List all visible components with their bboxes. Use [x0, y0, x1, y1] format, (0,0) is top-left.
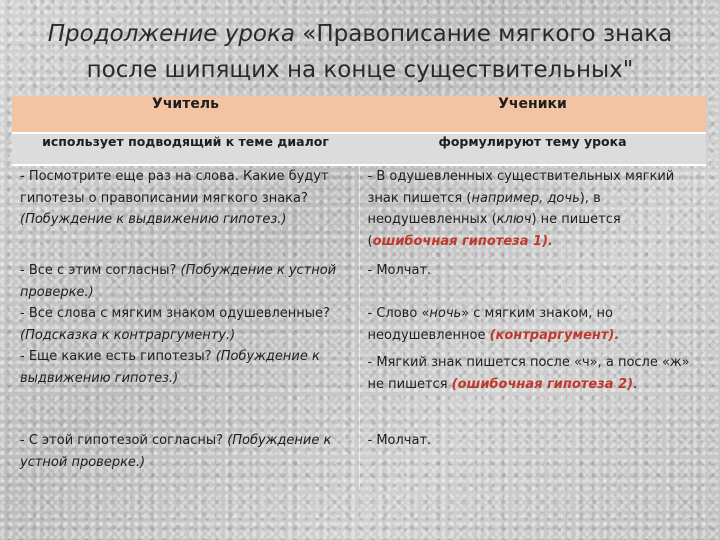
example-words: например, дочь	[471, 190, 580, 206]
teacher-text: - Все слова с мягким знаком одушевленные?	[20, 306, 330, 321]
students-text: - В одушевленных существительных мягкий знак пишется (	[367, 169, 675, 206]
example-word: ключ	[496, 212, 532, 227]
students-text: » с мягким знаком, но неодушевленное	[367, 306, 613, 343]
table-row	[12, 430, 706, 490]
subheader-row	[12, 133, 706, 165]
hypothesis-note: (ошибочная гипотеза 2)	[451, 376, 634, 392]
teacher-hint: (Побуждение к выдвижению гипотез.)	[20, 349, 320, 386]
lesson-table	[12, 96, 706, 490]
title-line-1	[0, 16, 720, 52]
header-students: Ученики	[359, 96, 706, 133]
subheader-teacher: использует подводящий к теме диалог	[12, 133, 359, 165]
teacher-text: - Все с этим согласны?	[20, 263, 181, 278]
table-row	[12, 165, 706, 260]
hypothesis-note: ошибочная гипотеза 1	[372, 233, 543, 249]
teacher-text: - С этой гипотезой согласны?	[20, 433, 228, 448]
students-text: - Молчат.	[367, 263, 432, 278]
header-teacher: Учитель	[12, 96, 359, 133]
hypothesis-close: ).	[542, 233, 553, 249]
slide-title	[0, 16, 720, 88]
teacher-text: - Посмотрите еще раз на слова. Какие будут гипотезы о правописании мягкого знака?	[20, 169, 329, 206]
students-cell	[359, 165, 706, 260]
counterargument-note: (контраргумент).	[489, 327, 620, 343]
teacher-cell	[12, 165, 359, 260]
table-row	[12, 260, 706, 430]
example-word: ночь	[429, 306, 462, 321]
title-italic-part: Продолжение урока	[47, 21, 295, 47]
teacher-hint: (Подсказка к контраргументу.)	[20, 327, 236, 343]
title-line-2: после шипящих на конце существительных"	[86, 57, 634, 83]
teacher-hint: (Побуждение к устной проверке.)	[20, 263, 337, 300]
students-text: .	[633, 376, 638, 392]
teacher-cell	[12, 260, 359, 430]
students-text: ), в неодушевленных (	[367, 190, 601, 227]
teacher-cell	[12, 430, 359, 490]
teacher-hint: (Побуждение к выдвижению гипотез.)	[20, 212, 287, 227]
students-text: - Мягкий знак пишется после «ч», а после «ж» не пишется	[367, 355, 690, 392]
students-cell	[359, 260, 706, 430]
title-rest: «Правописание мягкого знака	[295, 21, 673, 47]
students-text: ) не пишется (	[367, 212, 621, 249]
header-row	[12, 96, 706, 133]
teacher-hint: (Побуждение к устной проверке.)	[20, 433, 332, 470]
teacher-text: - Еще какие есть гипотезы?	[20, 349, 216, 364]
subheader-students: формулируют тему урока	[359, 133, 706, 165]
students-text: - Слово «	[367, 306, 430, 321]
students-text: - Молчат.	[367, 433, 432, 448]
students-cell	[359, 430, 706, 490]
